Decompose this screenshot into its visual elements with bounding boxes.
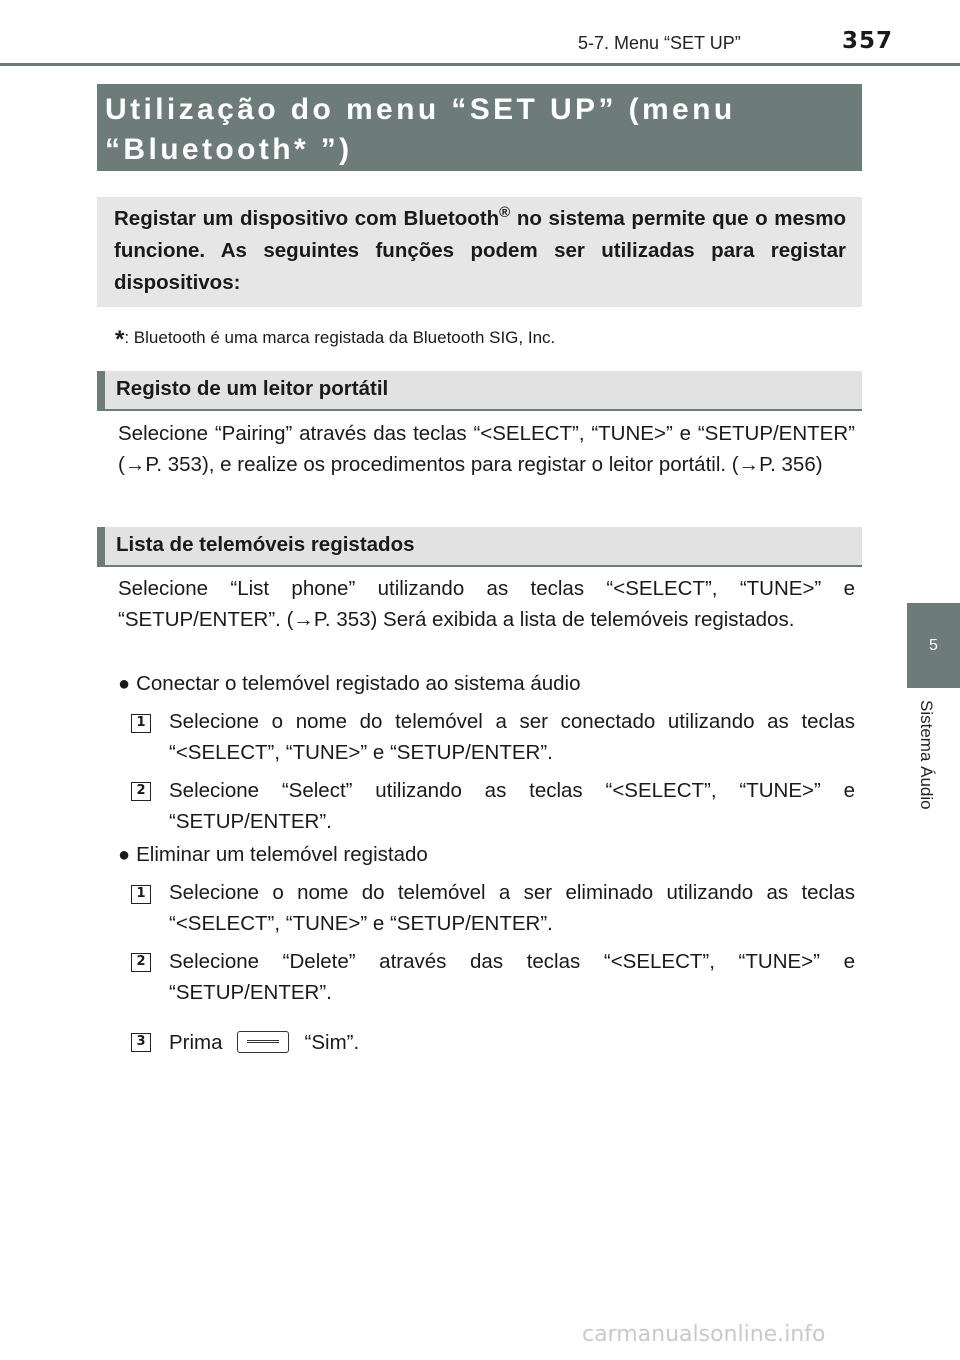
bullet-icon: ●: [118, 673, 131, 695]
step-number-badge: 1: [131, 714, 151, 733]
bullet-icon: ●: [118, 844, 131, 866]
section-heading-portable-player: Registo de um leitor portátil: [97, 371, 862, 411]
section1-body: Selecione “Pairing” através das teclas “<SELECT”, “TUNE>” e “SETUP/ENTER” (→P. 353), e realize os procedimentos para registar o leitor portátil. (→P. 356): [118, 422, 855, 476]
page-title-line2: “Bluetooth* ”): [105, 133, 353, 166]
chapter-number: 5: [929, 636, 938, 654]
chapter-label: Sistema Áudio: [917, 700, 936, 810]
step-number-badge: 2: [131, 782, 151, 801]
bullet-delete: [118, 839, 428, 871]
header-divider: [0, 63, 960, 66]
intro-box: [97, 197, 862, 307]
chapter-tab: [907, 603, 960, 688]
registered-mark: ®: [499, 204, 511, 222]
step3-text-before: Prima: [169, 1031, 223, 1054]
bullet-connect: [118, 668, 581, 700]
step-number-badge: 3: [131, 1033, 151, 1052]
horizontal-key-icon: [237, 1031, 289, 1053]
bullet-delete-title: Eliminar um telemóvel registado: [136, 843, 428, 866]
connect-step-1: Selecione o nome do telemóvel a ser conectado utilizando as teclas “<SELECT”, “TUNE>” e “SETUP/ENTER”.: [169, 710, 855, 764]
watermark: carmanualsonline.info: [582, 1322, 826, 1347]
step-number-badge: 1: [131, 885, 151, 904]
section2-body: Selecione “List phone” utilizando as teclas “<SELECT”, “TUNE>” e “SETUP/ENTER”. (→P. 353) Será exibida a lista de telemóveis registados.: [118, 577, 855, 631]
delete-step-2: Selecione “Delete” através das teclas “<SELECT”, “TUNE>” e “SETUP/ENTER”.: [169, 950, 855, 1004]
step3-text-after: “Sim”.: [304, 1031, 360, 1054]
footnote-text: : Bluetooth é uma marca registada da Bluetooth SIG, Inc.: [124, 328, 556, 347]
intro-text-end: no sistema permite que o mesmo funcione. As seguintes funções podem ser utilizadas para registar dispositivos:: [114, 207, 847, 294]
intro-text-start: Registar um dispositivo com Bluetooth: [114, 207, 500, 230]
step-number-badge: 2: [131, 953, 151, 972]
page-number: 357: [842, 28, 894, 54]
footnote: [115, 326, 555, 354]
section-heading-phone-list: Lista de telemóveis registados: [97, 527, 862, 567]
page-title-line1: Utilização do menu “SET UP” (menu: [105, 93, 736, 126]
delete-step-1: Selecione o nome do telemóvel a ser eliminado utilizando as teclas “<SELECT”, “TUNE>” e “SETUP/ENTER”.: [169, 881, 855, 935]
page-title: [97, 84, 862, 171]
connect-step-2: Selecione “Select” utilizando as teclas “<SELECT”, “TUNE>” e “SETUP/ENTER”.: [169, 779, 855, 833]
delete-step-3: [169, 1027, 855, 1058]
footnote-star: *: [115, 326, 125, 353]
bullet-connect-title: Conectar o telemóvel registado ao sistema áudio: [136, 672, 581, 695]
section-reference: 5-7. Menu “SET UP”: [578, 33, 741, 53]
